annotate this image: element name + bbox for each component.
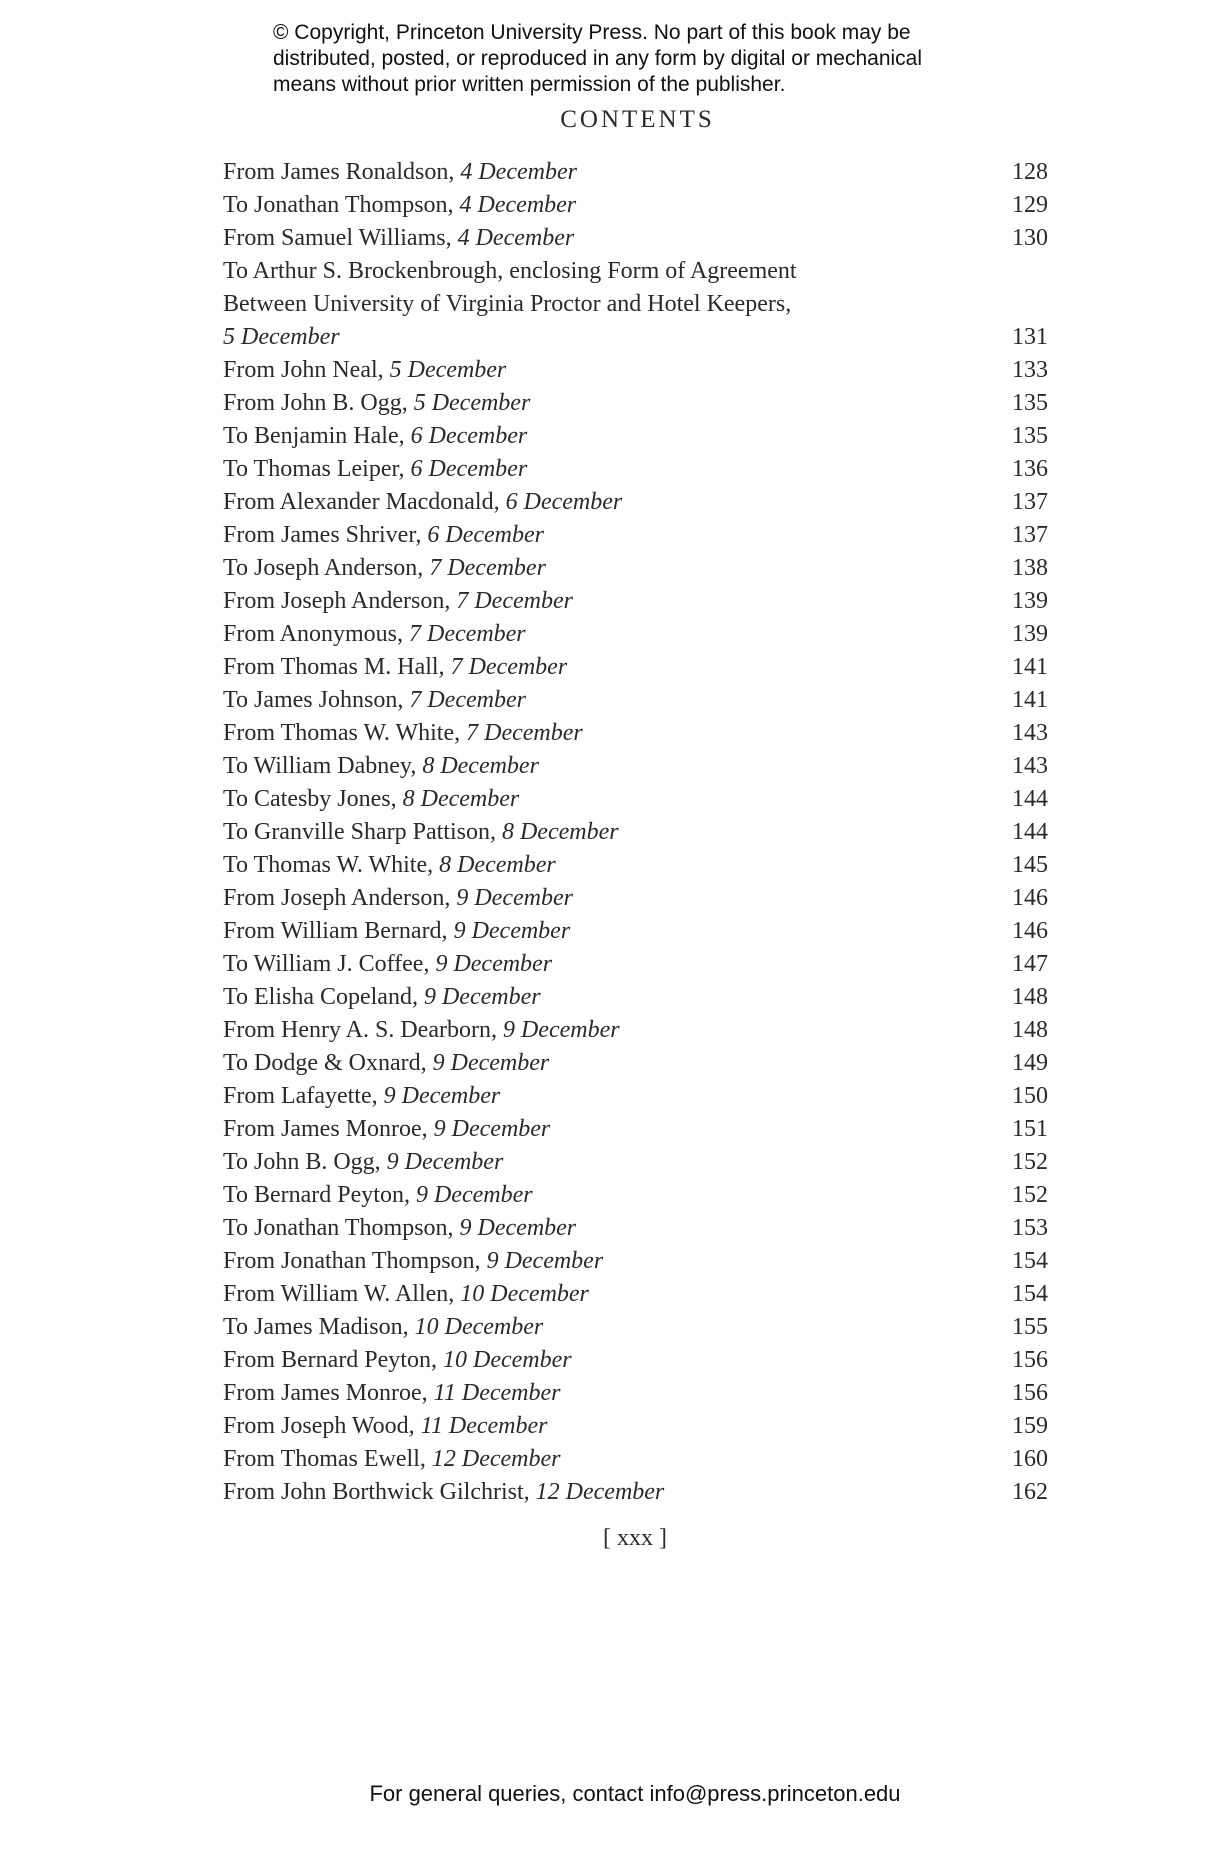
entry-title	[223, 882, 1048, 915]
entry-date: 7 December	[466, 720, 583, 746]
entry-title	[223, 1344, 1048, 1377]
entry-title	[223, 750, 1048, 783]
entry-correspondent: From Joseph Wood,	[223, 1413, 421, 1439]
entry-date: 11 December	[420, 1413, 548, 1439]
entry-title	[223, 1443, 1048, 1476]
entry-page-number: 156	[1012, 1380, 1048, 1406]
entry-page-number: 148	[1012, 1017, 1048, 1043]
copyright-line: means without prior written permission of the publisher.	[273, 73, 786, 96]
entry-date: 8 December	[501, 819, 619, 845]
entry-correspondent: To Elisha Copeland,	[223, 984, 424, 1010]
entry-title	[223, 1080, 1048, 1113]
entry-title	[223, 354, 1048, 387]
entry-title	[223, 189, 1048, 222]
entry-correspondent: From Thomas Ewell,	[223, 1446, 432, 1472]
contents-entry	[223, 420, 1048, 453]
entry-correspondent: From James Monroe,	[223, 1380, 434, 1406]
entry-date: 9 December	[383, 1083, 501, 1109]
contents-entry	[223, 189, 1048, 222]
entry-title	[223, 420, 1048, 453]
entry-page-number: 155	[1012, 1314, 1048, 1340]
entry-date: 12 December	[431, 1446, 561, 1472]
entry-title	[223, 1278, 1048, 1311]
contents-entry	[223, 849, 1048, 882]
entry-correspondent: From Anonymous,	[223, 621, 410, 647]
entry-page-number: 131	[1012, 324, 1048, 350]
entry-correspondent: From Bernard Peyton,	[223, 1347, 443, 1373]
entry-date: 6 December	[427, 522, 544, 548]
contents-entry	[223, 618, 1048, 651]
entry-date: 9 December	[435, 951, 553, 977]
entry-date: 9 December	[486, 1248, 604, 1274]
entry-date: 9 December	[453, 918, 571, 944]
entry-date: 8 December	[439, 852, 556, 878]
entry-title	[223, 849, 1048, 882]
entry-correspondent: From John Neal,	[223, 357, 390, 383]
entry-page-number: 137	[1012, 522, 1048, 548]
entry-date: 11 December	[433, 1380, 561, 1406]
contents-entry	[223, 1311, 1048, 1344]
contents-entry	[223, 1080, 1048, 1113]
contents-entry	[223, 1476, 1048, 1509]
entry-correspondent: To James Johnson,	[223, 687, 410, 713]
entry-title	[223, 717, 1048, 750]
entry-correspondent: From Joseph Anderson,	[223, 588, 457, 614]
contents-entry	[223, 1245, 1048, 1278]
entry-date: 7 December	[409, 687, 526, 713]
entry-page-number: 148	[1012, 984, 1048, 1010]
entry-date: 7 December	[409, 621, 526, 647]
entry-correspondent: From James Monroe,	[223, 1116, 434, 1142]
entry-date: 4 December	[457, 225, 575, 251]
contents-entry	[223, 1278, 1048, 1311]
entry-date: 7 December	[450, 654, 568, 680]
entry-correspondent: To Benjamin Hale,	[223, 423, 411, 449]
entry-correspondent: To William Dabney,	[223, 753, 423, 779]
entry-date: 10 December	[442, 1347, 572, 1373]
entry-title	[223, 552, 1048, 585]
entry-title-line	[223, 321, 968, 354]
entry-correspondent: From John B. Ogg,	[223, 390, 414, 416]
entry-correspondent: From Thomas W. White,	[223, 720, 467, 746]
entry-date: 10 December	[414, 1314, 544, 1340]
entry-page-number: 151	[1012, 1116, 1048, 1142]
entry-title	[223, 783, 1048, 816]
entry-correspondent: To William J. Coffee,	[223, 951, 436, 977]
contents-entry	[223, 1113, 1048, 1146]
copyright-line: distributed, posted, or reproduced in any form by digital or mechanical	[273, 47, 923, 70]
entry-page-number: 143	[1012, 720, 1048, 746]
entry-title	[223, 1014, 1048, 1047]
entry-title	[223, 948, 1048, 981]
entry-page-number: 154	[1012, 1248, 1048, 1274]
entry-page-number: 135	[1012, 423, 1048, 449]
entry-correspondent: From Lafayette,	[223, 1083, 384, 1109]
entry-correspondent: To John B. Ogg,	[223, 1149, 387, 1175]
entry-title	[223, 1410, 1048, 1443]
entry-date: 4 December	[459, 192, 577, 218]
entry-date: 9 December	[502, 1017, 620, 1043]
contents-entry	[223, 486, 1048, 519]
entry-title	[223, 1311, 1048, 1344]
entry-title	[223, 1245, 1048, 1278]
entry-title	[223, 453, 1048, 486]
entry-title	[223, 684, 1048, 717]
contents-entry	[223, 717, 1048, 750]
entry-correspondent: To Bernard Peyton,	[223, 1182, 416, 1208]
entry-correspondent: From John Borthwick Gilchrist,	[223, 1479, 536, 1505]
entry-date: 9 December	[459, 1215, 577, 1241]
contents-entry	[223, 915, 1048, 948]
entry-page-number: 144	[1012, 786, 1048, 812]
entry-page-number: 149	[1012, 1050, 1048, 1076]
entry-title	[223, 651, 1048, 684]
entry-page-number: 159	[1012, 1413, 1048, 1439]
entry-date: 6 December	[410, 456, 528, 482]
entry-title	[223, 915, 1048, 948]
entry-page-number: 129	[1012, 192, 1048, 218]
entry-title	[223, 486, 1048, 519]
entry-title	[223, 1476, 1048, 1509]
entry-correspondent: From Samuel Williams,	[223, 225, 458, 251]
entry-page-number: 156	[1012, 1347, 1048, 1373]
entry-title	[223, 816, 1048, 849]
entry-title	[223, 156, 1048, 189]
entry-title	[223, 1146, 1048, 1179]
entry-date: 9 December	[456, 885, 573, 911]
contents-entry	[223, 816, 1048, 849]
entry-title	[223, 1212, 1048, 1245]
entry-page-number: 162	[1012, 1479, 1048, 1505]
entry-page-number: 143	[1012, 753, 1048, 779]
page-number: [ xxx ]	[603, 1525, 667, 1551]
entry-date: 10 December	[460, 1281, 589, 1307]
entry-page-number: 141	[1012, 687, 1048, 713]
entry-page-number: 146	[1012, 885, 1048, 911]
entry-date: 5 December	[413, 390, 531, 416]
copyright-notice	[273, 20, 993, 98]
entry-title	[223, 618, 1048, 651]
entry-title	[223, 255, 1048, 354]
entry-correspondent: To Joseph Anderson,	[223, 555, 430, 581]
contact-footer: For general queries, contact info@press.princeton.edu	[369, 1781, 901, 1806]
contents-entry	[223, 684, 1048, 717]
entry-page-number: 147	[1012, 951, 1048, 977]
entry-correspondent: From James Shriver,	[223, 522, 428, 548]
contents-entry	[223, 453, 1048, 486]
entry-date: 12 December	[535, 1479, 665, 1505]
contents-entry	[223, 156, 1048, 189]
entry-correspondent: From Alexander Macdonald,	[223, 489, 506, 515]
contents-entry	[223, 882, 1048, 915]
entry-title	[223, 1047, 1048, 1080]
entry-date: 8 December	[422, 753, 539, 779]
contents-entry	[223, 750, 1048, 783]
entry-page-number: 128	[1012, 159, 1048, 185]
entry-page-number: 150	[1012, 1083, 1048, 1109]
entry-date: 6 December	[410, 423, 528, 449]
entry-page-number: 154	[1012, 1281, 1048, 1307]
entry-correspondent: To Dodge & Oxnard,	[223, 1050, 433, 1076]
entry-title	[223, 1113, 1048, 1146]
contents-entry	[223, 651, 1048, 684]
entry-date: 5 December	[389, 357, 507, 383]
entry-title	[223, 1179, 1048, 1212]
entry-title	[223, 981, 1048, 1014]
entry-date: 7 December	[456, 588, 573, 614]
entry-correspondent: To Jonathan Thompson,	[223, 1215, 460, 1241]
copyright-line: © Copyright, Princeton University Press. No part of this book may be	[273, 21, 911, 44]
page-title: CONTENTS	[560, 106, 715, 133]
entry-title	[223, 519, 1048, 552]
entry-correspondent: To Granville Sharp Pattison,	[223, 819, 502, 845]
entry-date: 9 December	[423, 984, 541, 1010]
contents-entry	[223, 255, 1048, 354]
entry-page-number: 145	[1012, 852, 1048, 878]
entry-title	[223, 387, 1048, 420]
entry-title	[223, 585, 1048, 618]
contents-list	[223, 156, 1048, 1509]
contents-entry	[223, 783, 1048, 816]
entry-date: 9 December	[432, 1050, 550, 1076]
entry-title-line: Between University of Virginia Proctor and Hotel Keepers,	[223, 291, 792, 317]
contents-entry	[223, 1377, 1048, 1410]
contents-entry	[223, 222, 1048, 255]
entry-correspondent: To James Madison,	[223, 1314, 415, 1340]
contents-entry	[223, 1344, 1048, 1377]
entry-page-number: 136	[1012, 456, 1048, 482]
entry-page-number: 139	[1012, 588, 1048, 614]
entry-date: 4 December	[460, 159, 577, 185]
entry-page-number: 130	[1012, 225, 1048, 251]
entry-date: 7 December	[429, 555, 546, 581]
contents-entry	[223, 1047, 1048, 1080]
entry-correspondent: To Jonathan Thompson,	[223, 192, 460, 218]
contents-entry	[223, 1179, 1048, 1212]
entry-page-number: 146	[1012, 918, 1048, 944]
contents-entry	[223, 585, 1048, 618]
entry-date: 8 December	[402, 786, 520, 812]
entry-date: 6 December	[505, 489, 623, 515]
entry-date: 9 December	[386, 1149, 504, 1175]
entry-correspondent: From Jonathan Thompson,	[223, 1248, 487, 1274]
entry-correspondent: From Joseph Anderson,	[223, 885, 457, 911]
entry-correspondent: From William Bernard,	[223, 918, 454, 944]
contents-entry	[223, 981, 1048, 1014]
entry-page-number: 160	[1012, 1446, 1048, 1472]
contents-entry	[223, 387, 1048, 420]
contents-entry	[223, 1443, 1048, 1476]
entry-title	[223, 222, 1048, 255]
entry-correspondent: To Thomas W. White,	[223, 852, 440, 878]
entry-correspondent: From Thomas M. Hall,	[223, 654, 451, 680]
contents-entry	[223, 948, 1048, 981]
entry-date: 9 December	[415, 1182, 533, 1208]
contents-entry	[223, 519, 1048, 552]
contents-entry	[223, 1212, 1048, 1245]
entry-title-line: To Arthur S. Brockenbrough, enclosing Form of Agreement	[223, 258, 797, 284]
contents-entry	[223, 552, 1048, 585]
entry-correspondent: From James Ronaldson,	[223, 159, 461, 185]
entry-page-number: 139	[1012, 621, 1048, 647]
entry-date: 9 December	[433, 1116, 551, 1142]
entry-page-number: 153	[1012, 1215, 1048, 1241]
entry-correspondent: From Henry A. S. Dearborn,	[223, 1017, 503, 1043]
entry-page-number: 141	[1012, 654, 1048, 680]
contents-entry	[223, 354, 1048, 387]
entry-page-number: 152	[1012, 1149, 1048, 1175]
entry-page-number: 133	[1012, 357, 1048, 383]
entry-date: 5 December	[223, 324, 340, 350]
contents-entry	[223, 1410, 1048, 1443]
entry-page-number: 138	[1012, 555, 1048, 581]
contents-entry	[223, 1014, 1048, 1047]
entry-page-number: 144	[1012, 819, 1048, 845]
entry-correspondent: To Catesby Jones,	[223, 786, 403, 812]
entry-page-number: 135	[1012, 390, 1048, 416]
contents-entry	[223, 1146, 1048, 1179]
entry-correspondent: To Thomas Leiper,	[223, 456, 411, 482]
entry-page-number: 137	[1012, 489, 1048, 515]
entry-page-number: 152	[1012, 1182, 1048, 1208]
entry-title	[223, 1377, 1048, 1410]
entry-correspondent: From William W. Allen,	[223, 1281, 461, 1307]
